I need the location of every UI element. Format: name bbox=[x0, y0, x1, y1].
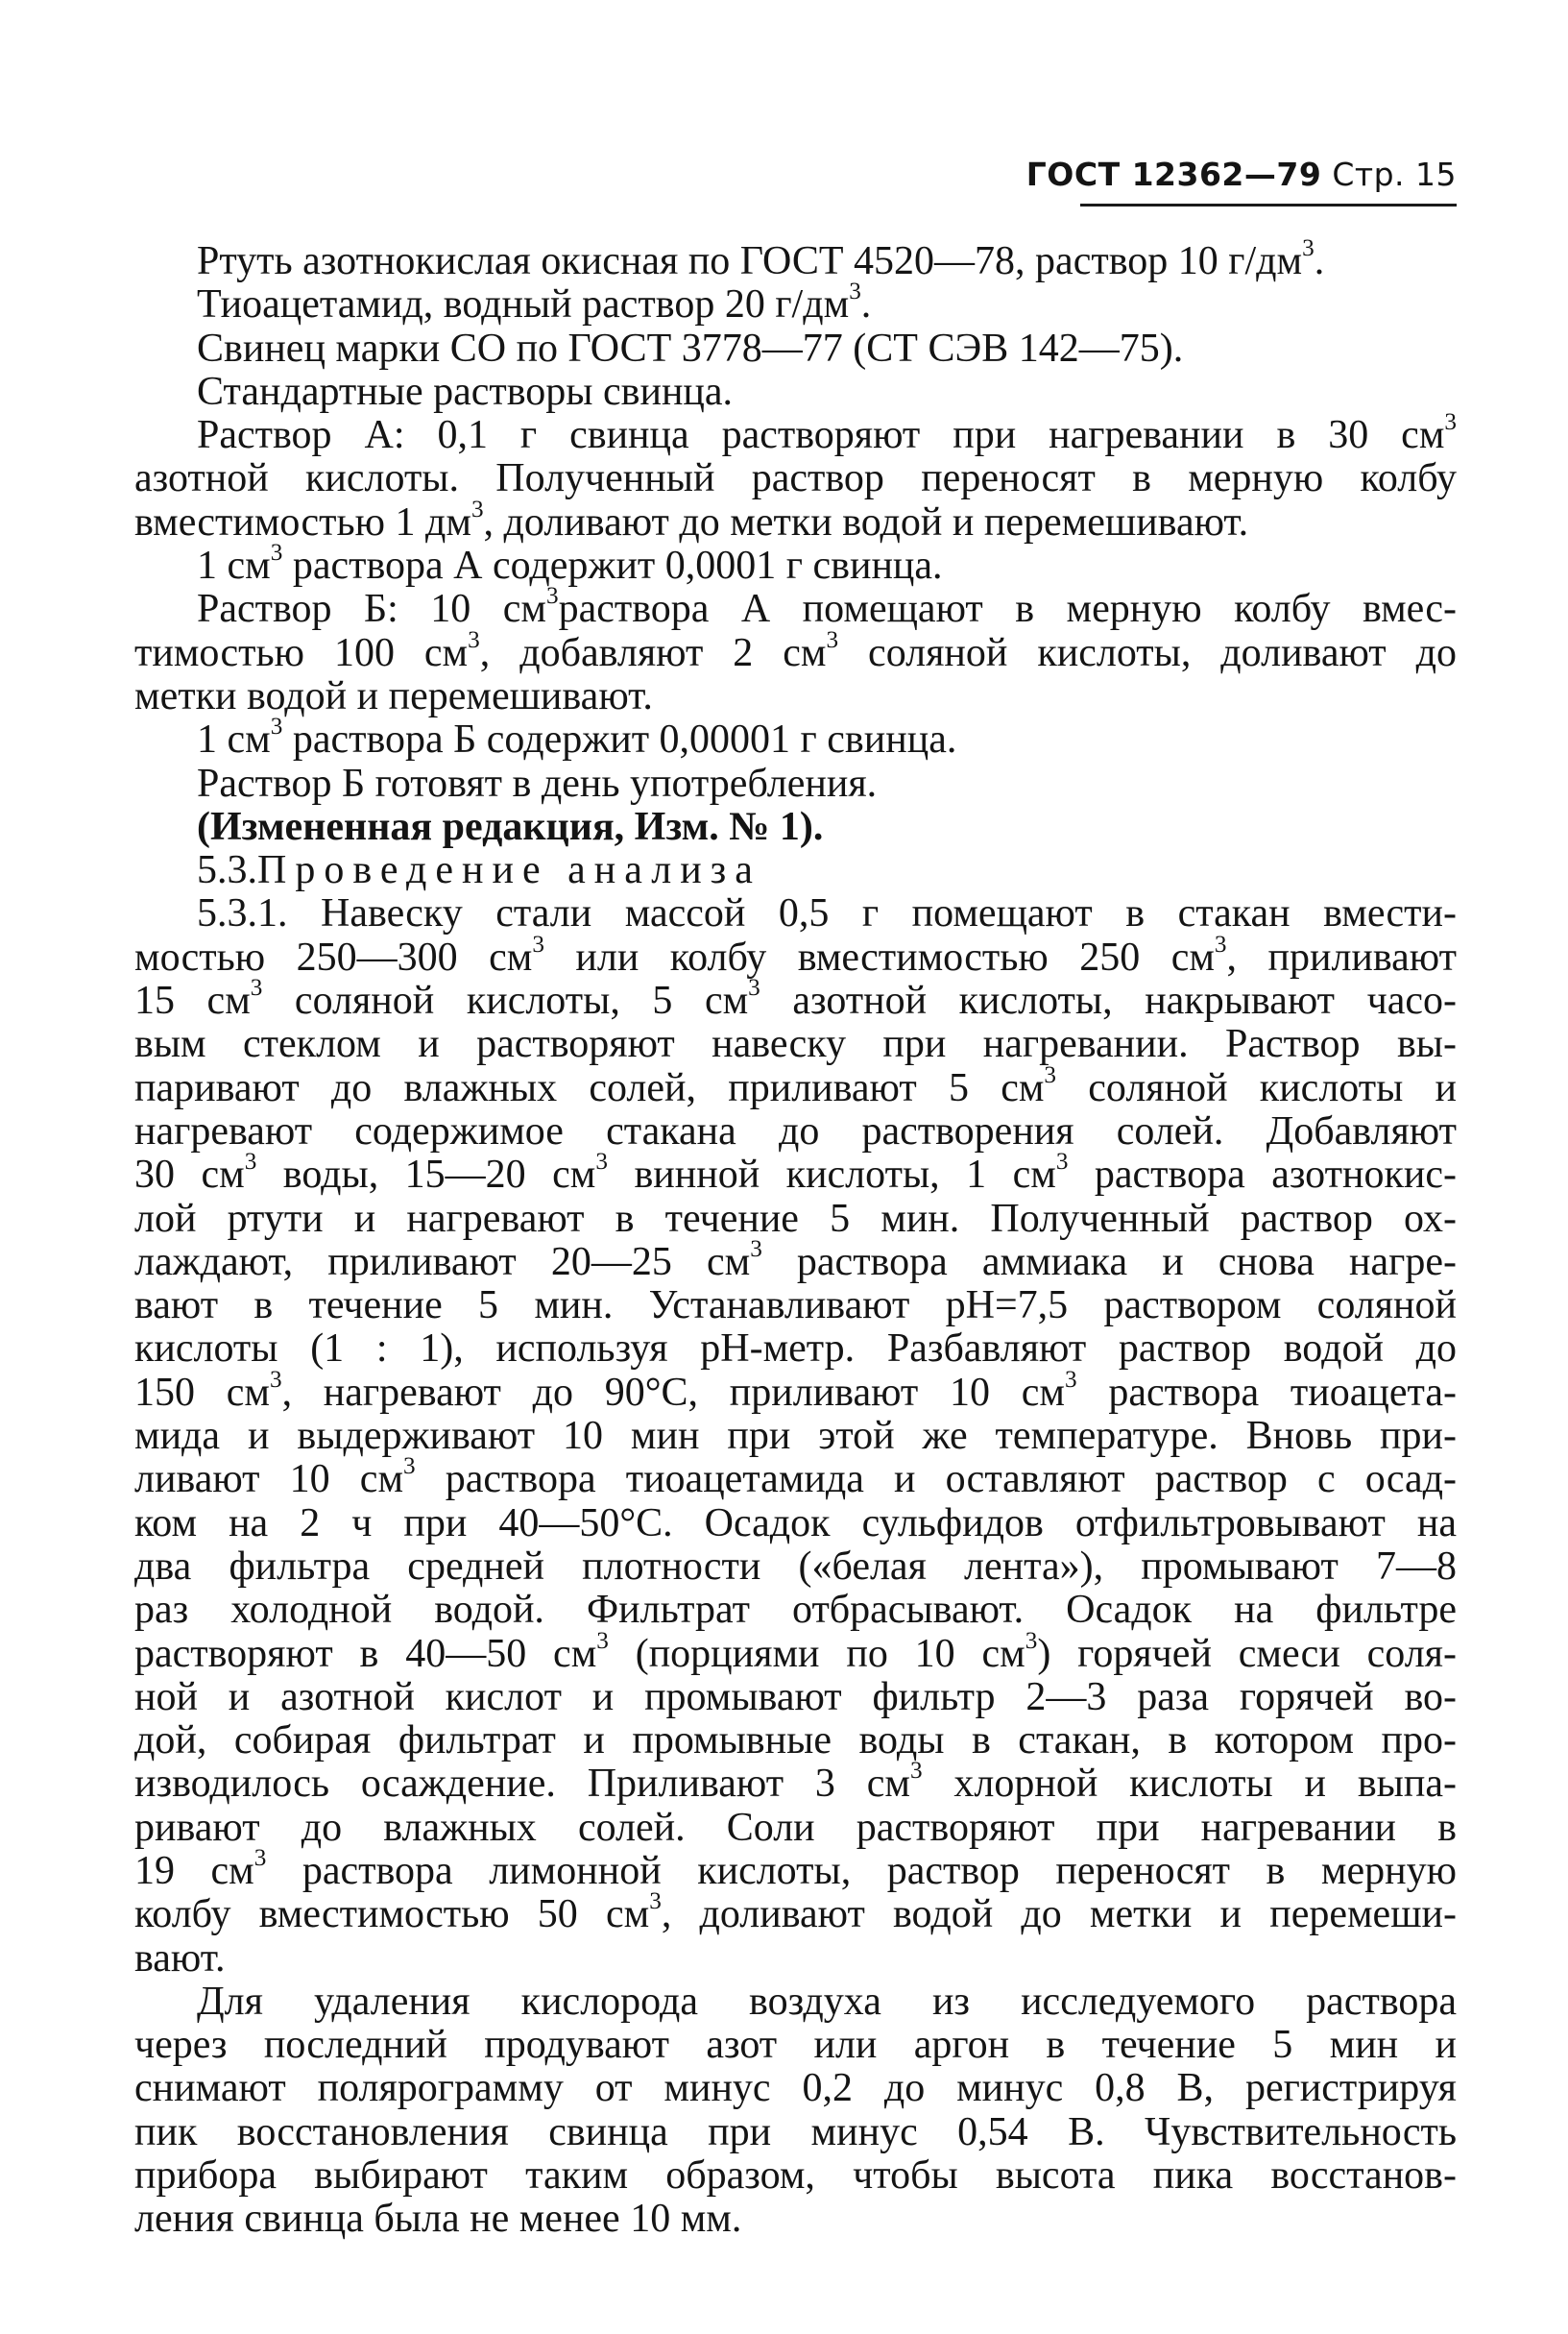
text-line: Для удаления кислорода воздуха из исследуемого раствора bbox=[197, 1979, 1457, 2024]
text-line: вым стеклом и растворяют навеску при нагревании. Раствор вы- bbox=[134, 1022, 1457, 1067]
text-line: лаждают, приливают 20—25 $см^3$ раствора аммиака и снова нагре- bbox=[134, 1235, 1457, 1284]
text-line: азотной кислоты. Полученный раствор переносят в мерную колбу bbox=[134, 456, 1457, 501]
text-line: 15 $см^3$ соляной кислоты, 5 $см^3$ азотной кислоты, накрывают часо- bbox=[134, 975, 1457, 1024]
text-line: 19 $см^3$ раствора лимонной кислоты, раствор переносят в мерную bbox=[134, 1845, 1457, 1893]
text-line: два фильтра средней плотности («белая лента»), промывают 7—8 bbox=[134, 1544, 1457, 1589]
text-line: пик восстановления свинца при минус 0,54 В. Чувствительность bbox=[134, 2109, 1457, 2154]
text-line: мостью 250—300 $см^3$ или колбу вместимостью 250 $см^3$, приливают bbox=[134, 931, 1457, 980]
text-line: ливают 10 $см^3$ раствора тиоацетамида и оставляют раствор с осад- bbox=[134, 1453, 1457, 1502]
text-line: Стандартные растворы свинца. bbox=[197, 369, 734, 414]
text-line: Тиоацетамид, водный раствор 20 $г/дм^3$. bbox=[197, 279, 872, 328]
paragraph-5-3-1 bbox=[134, 892, 1457, 1980]
text-line: 1 $см^3$ раствора Б содержит 0,00001 г свинца. bbox=[197, 714, 957, 763]
text-line: снимают полярограмму от минус 0,2 до минус 0,8 В, регистрируя bbox=[134, 2066, 1457, 2111]
paragraph-amendment bbox=[134, 806, 1457, 849]
text-line: Ртуть азотнокислая окисная по ГОСТ 4520—78, раствор 10 $г/дм^3$. bbox=[197, 235, 1325, 283]
text-line: дой, собирая фильтрат и промывные воды в стакан, в котором про- bbox=[134, 1718, 1457, 1763]
section-title: Проведение анализа bbox=[257, 848, 761, 893]
text-line: ления свинца была не менее 10 мм. bbox=[134, 2197, 742, 2242]
text-line: 30 $см^3$ воды, 15—20 $см^3$ винной кислоты, 1 $см^3$ раствора азотнокис- bbox=[134, 1149, 1457, 1198]
text-line: вают в течение 5 мин. Устанавливают pH=7,5 раствором соляной bbox=[134, 1283, 1457, 1328]
text-line: ной и азотной кислот и промывают фильтр 2—3 раза горячей во- bbox=[134, 1674, 1457, 1719]
text-line: (Измененная редакция, Изм. № 1). bbox=[197, 804, 824, 849]
text-line: прибора выбирают таким образом, чтобы высота пика восстанов- bbox=[134, 2153, 1457, 2199]
paragraph-solution-a bbox=[134, 409, 1457, 545]
section-number: 5.3. bbox=[197, 848, 257, 893]
text-line: метки водой и перемешивают. bbox=[134, 673, 653, 718]
text-line: мида и выдерживают 10 мин при этой же температуре. Вновь при- bbox=[134, 1414, 1457, 1459]
paragraph-oxygen-removal bbox=[134, 1981, 1457, 2242]
text-line: лой ртути и нагревают в течение 5 мин. Полученный раствор ох- bbox=[134, 1196, 1457, 1241]
reagent-list bbox=[134, 235, 1458, 849]
text-line: 1 $см^3$ раствора А содержит 0,0001 г свинца. bbox=[197, 540, 943, 589]
text-line: тимостью 100 $см^3$, добавляют 2 $см^3$ соляной кислоты, доливают до bbox=[134, 626, 1457, 675]
text-line: кислоты (1 : 1), используя pH-метр. Разбавляют раствор водой до bbox=[134, 1326, 1457, 1372]
text-line: 150 $см^3$, нагревают до 90°С, приливают 10 $см^3$ раствора тиоацета- bbox=[134, 1366, 1457, 1415]
paragraph-standard-solutions bbox=[134, 371, 1457, 414]
text-line: изводилось осаждение. Приливают 3 $см^3$ хлорной кислоты и выпа- bbox=[134, 1758, 1457, 1807]
page-header bbox=[1026, 156, 1457, 193]
header-rule bbox=[1080, 204, 1457, 207]
paragraph-lead-grade bbox=[134, 328, 1457, 371]
text-line: колбу вместимостью 50 $см^3$, доливают водой до метки и перемеши- bbox=[134, 1888, 1457, 1937]
text-line: Раствор Б: 10 $см^3раствора$ А помещают в мерную колбу вмес- bbox=[197, 583, 1458, 632]
text-line: растворяют в 40—50 $см^3$ (порциями по 10 $см^3$) горячей смеси соля- bbox=[134, 1627, 1457, 1676]
standard-number: ГОСТ 12362—79 bbox=[1025, 156, 1322, 193]
section-heading bbox=[134, 849, 1457, 892]
text-line: паривают до влажных солей, приливают 5 $см^3$ соляной кислоты и bbox=[134, 1061, 1458, 1110]
text-line: раз холодной водой. Фильтрат отбрасывают. Осадок на фильтре bbox=[134, 1588, 1457, 1633]
document-body bbox=[134, 235, 1458, 2242]
text-line: нагревают содержимое стакана до растворения солей. Добавляют bbox=[134, 1108, 1457, 1154]
paragraph-solution-a-content bbox=[134, 540, 1457, 589]
text-line: Раствор Б готовят в день употребления. bbox=[197, 761, 878, 806]
text-line: 5.3.1. Навеску стали массой 0,5 г помещают в стакан вмести- bbox=[197, 891, 1457, 936]
paragraph-thioacetamide bbox=[134, 279, 1457, 328]
text-line: Раствор А: 0,1 г свинца растворяют при нагревании в 30 $см^3$ bbox=[197, 409, 1457, 458]
paragraph-solution-b-content bbox=[134, 714, 1457, 763]
paragraph-mercury-nitrate bbox=[134, 235, 1457, 283]
text-line: ком на 2 ч при 40—50°С. Осадок сульфидов отфильтровывают на bbox=[134, 1500, 1457, 1545]
text-line: Свинец марки СО по ГОСТ 3778—77 (СТ СЭВ 142—75). bbox=[197, 326, 1184, 371]
page-number: Стр. 15 bbox=[1332, 156, 1457, 193]
paragraph-solution-b-prep bbox=[134, 763, 1457, 806]
text-line: ривают до влажных солей. Соли растворяют при нагревании в bbox=[134, 1805, 1457, 1850]
text-line: через последний продувают азот или аргон в течение 5 мин и bbox=[134, 2023, 1457, 2068]
text-line: вают. bbox=[134, 1935, 226, 1981]
paragraph-solution-b bbox=[134, 583, 1458, 718]
text-line: вместимостью 1 $дм^3$, доливают до метки водой и перемешивают. bbox=[134, 496, 1249, 545]
